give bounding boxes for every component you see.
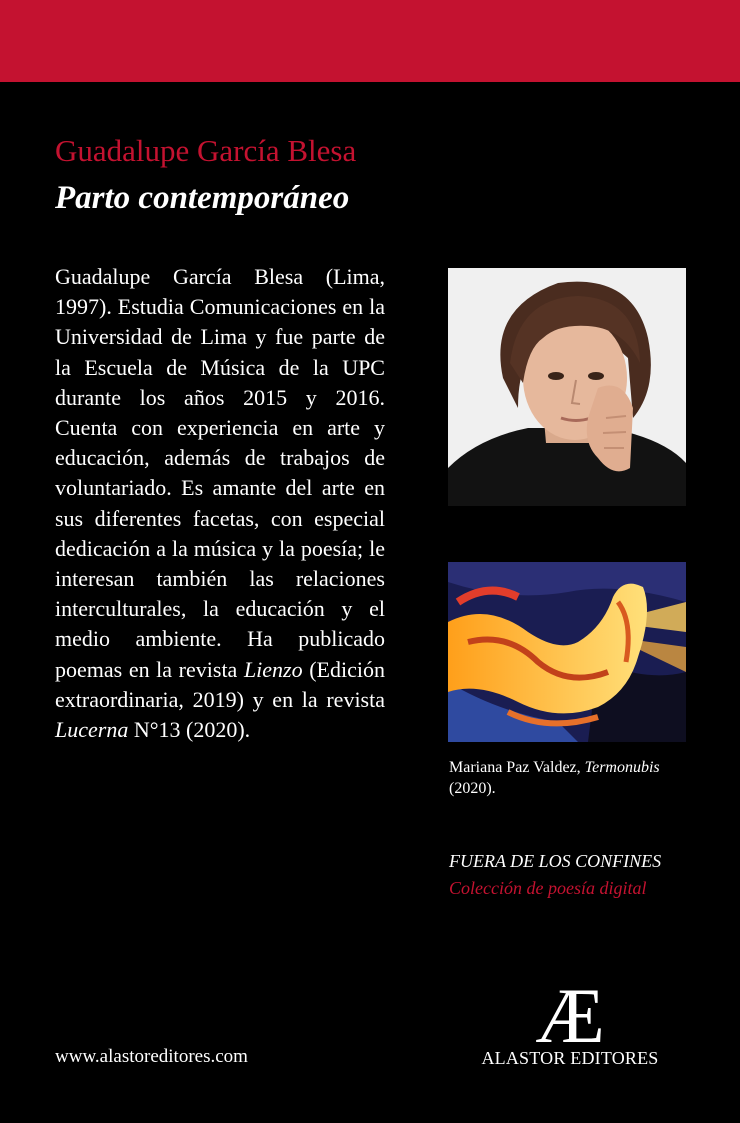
ae-ligature-icon [525, 980, 615, 1046]
collection-info [449, 848, 661, 902]
bio-magazine-lienzo: Lienzo [243, 656, 303, 682]
author-portrait [448, 268, 686, 506]
publisher-website[interactable]: www.alastoreditores.com [55, 1046, 248, 1067]
publisher-logo [480, 980, 660, 1069]
logo-mark: Æ [535, 980, 605, 1046]
bio-text-3: N°13 (2020). [128, 717, 251, 743]
bio-text-1: Guadalupe García Blesa (Lima, 1997). Estudia Comunicaciones en la Universidad de Lima y fue parte de la Escuela de Música de la UPC durante los años 2015 y 2016. Cuenta con experiencia en arte y educación, además de trabajos de voluntariado. Es amante del arte en sus diferentes facetas, con especial dedicación a la música y la poesía; le interesan también las relaciones interculturales, la educación y el medio ambiente. Ha publicado poemas en la revista [55, 264, 385, 682]
artwork-caption [449, 757, 709, 799]
artwork-termonubis [448, 562, 686, 742]
bio-magazine-lucerna: Lucerna [55, 717, 129, 743]
caption-artist: Mariana Paz Valdez, [449, 759, 585, 776]
collection-name: FUERA DE LOS CONFINES [449, 851, 662, 871]
collection-subtitle: Colección de poesía digital [449, 878, 647, 898]
painting-illustration [448, 562, 686, 742]
caption-work-title: Termonubis [584, 759, 660, 776]
author-name: Guadalupe García Blesa [55, 133, 357, 168]
top-red-band [0, 0, 740, 82]
publisher-name: ALASTOR EDITORES [481, 1048, 659, 1068]
caption-year: (2020). [449, 780, 496, 797]
portrait-illustration [448, 268, 686, 506]
book-title: Parto contemporáneo [55, 180, 350, 216]
bio-text-2: (Edición extraordinaria, 2019) y en la revista [55, 656, 385, 712]
author-biography [55, 262, 385, 745]
